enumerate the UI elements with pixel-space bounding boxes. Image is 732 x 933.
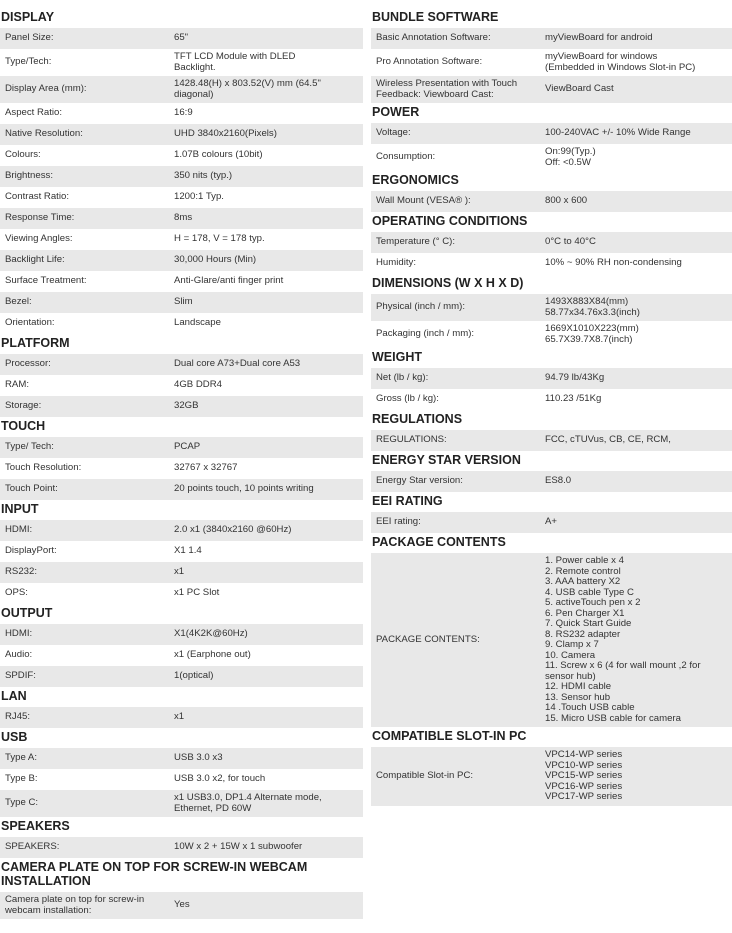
- spec-value: 4GB DDR4: [174, 379, 222, 391]
- spec-value: Anti-Glare/anti finger print: [174, 275, 284, 287]
- section-title: INPUT: [1, 502, 39, 516]
- spec-row: [371, 294, 732, 321]
- spec-label: Temperature (° C):: [376, 236, 456, 248]
- section-input: [0, 500, 363, 604]
- spec-row: [0, 707, 363, 728]
- spec-label: OPS:: [5, 587, 28, 599]
- spec-value: 1200:1 Typ.: [174, 191, 224, 203]
- spec-row: [0, 49, 363, 76]
- spec-label: Display Area (mm):: [5, 83, 87, 95]
- spec-label: Native Resolution:: [5, 128, 83, 140]
- section-title: POWER: [372, 105, 420, 119]
- spec-label: Touch Point:: [5, 483, 58, 495]
- spec-label: EEI rating:: [376, 516, 421, 528]
- section-title: TOUCH: [1, 419, 46, 433]
- section-bundle-software: [371, 8, 732, 103]
- section-title: CAMERA PLATE ON TOP FOR SCREW-IN WEBCAM INSTALLATION: [1, 860, 308, 888]
- section-lan: [0, 687, 363, 728]
- section-title: EEI RATING: [372, 494, 443, 508]
- spec-row: [0, 166, 363, 187]
- section-title: SPEAKERS: [1, 819, 70, 833]
- spec-row: [371, 747, 732, 806]
- spec-row: [0, 76, 363, 103]
- spec-label: Surface Treatment:: [5, 275, 87, 287]
- spec-label: Wall Mount (VESA® ):: [376, 195, 471, 207]
- spec-label: Type C:: [5, 797, 39, 809]
- spec-value: 94.79 lb/43Kg: [545, 372, 605, 384]
- spec-row: [0, 666, 363, 687]
- spec-label: HDMI:: [5, 524, 33, 536]
- section-title: USB: [1, 730, 28, 744]
- spec-value: x1: [174, 711, 185, 723]
- spec-label: PACKAGE CONTENTS:: [376, 633, 480, 645]
- spec-value: Slim: [174, 296, 193, 308]
- section-compatible-slot-in-pc: [371, 727, 732, 806]
- spec-row: [0, 145, 363, 166]
- spec-label: Humidity:: [376, 257, 416, 269]
- spec-label: SPEAKERS:: [5, 841, 60, 853]
- spec-row: [371, 389, 732, 410]
- spec-value: 32767 x 32767: [174, 462, 238, 474]
- spec-label: Audio:: [5, 649, 33, 661]
- spec-row: [371, 49, 732, 76]
- spec-value: On:99(Typ.) Off: <0.5W: [545, 146, 596, 168]
- spec-value: FCC, cTUVus, CB, CE, RCM,: [545, 434, 671, 446]
- spec-label: Processor:: [5, 358, 51, 370]
- section-display: [0, 8, 363, 334]
- spec-value: X1(4K2K@60Hz): [174, 628, 248, 640]
- section-title: LAN: [1, 689, 27, 703]
- spec-label: Consumption:: [376, 151, 436, 163]
- spec-value: 20 points touch, 10 points writing: [174, 483, 314, 495]
- spec-label: Type B:: [5, 773, 38, 785]
- spec-label: Physical (inch / mm):: [376, 301, 466, 313]
- spec-row: [371, 253, 732, 274]
- spec-row: [371, 76, 732, 103]
- spec-label: Type/Tech:: [5, 56, 52, 68]
- spec-row: [0, 28, 363, 49]
- section-title: ERGONOMICS: [372, 173, 459, 187]
- spec-row: [0, 458, 363, 479]
- spec-value: 10W x 2 + 15W x 1 subwoofer: [174, 841, 303, 853]
- spec-row: [0, 583, 363, 604]
- spec-label: Pro Annotation Software:: [376, 56, 483, 68]
- spec-row: [0, 250, 363, 271]
- spec-row: [0, 520, 363, 541]
- spec-value: 100-240VAC +/- 10% Wide Range: [545, 127, 691, 139]
- spec-value: 8ms: [174, 212, 193, 224]
- section-title: OUTPUT: [1, 606, 53, 620]
- spec-row: [0, 124, 363, 145]
- spec-row: [0, 437, 363, 458]
- section-eei-rating: [371, 492, 732, 533]
- section-output: [0, 604, 363, 687]
- section-camera-plate-on-top-for-screw-in-webcam-installation: [0, 858, 363, 919]
- spec-label: Basic Annotation Software:: [376, 32, 491, 44]
- spec-value: PCAP: [174, 441, 201, 453]
- spec-label: Packaging (inch / mm):: [376, 328, 475, 340]
- spec-row: [0, 354, 363, 375]
- section-dimensions-w-x-h-x-d: [371, 274, 732, 348]
- left-column: [0, 8, 363, 919]
- spec-label: SPDIF:: [5, 670, 36, 682]
- spec-row: [0, 292, 363, 313]
- section-regulations: [371, 410, 732, 451]
- spec-label: DisplayPort:: [5, 545, 57, 557]
- spec-label: Touch Resolution:: [5, 462, 82, 474]
- spec-row: [0, 375, 363, 396]
- spec-value: A+: [545, 516, 558, 528]
- section-title: OPERATING CONDITIONS: [372, 214, 528, 228]
- spec-value: 32GB: [174, 400, 199, 412]
- spec-label: Viewing Angles:: [5, 233, 73, 245]
- spec-value: 110.23 /51Kg: [545, 393, 602, 405]
- spec-value: H = 178, V = 178 typ.: [174, 233, 265, 245]
- spec-label: HDMI:: [5, 628, 33, 640]
- section-title: ENERGY STAR VERSION: [372, 453, 521, 467]
- spec-value: 800 x 600: [545, 195, 588, 207]
- spec-row: [371, 28, 732, 49]
- spec-row: [0, 790, 363, 817]
- spec-label: Backlight Life:: [5, 254, 65, 266]
- section-energy-star-version: [371, 451, 732, 492]
- spec-label: Brightness:: [5, 170, 53, 182]
- spec-value: USB 3.0 x2, for touch: [174, 773, 266, 785]
- spec-label: RS232:: [5, 566, 37, 578]
- spec-label: Colours:: [5, 149, 41, 161]
- spec-value: 10% ~ 90% RH non-condensing: [545, 257, 682, 269]
- spec-row: [0, 769, 363, 790]
- spec-row: [371, 321, 732, 348]
- spec-value: 1. Power cable x 4 2. Remote control 3. AAA battery X2 4. USB cable Type C 5. activeTouch pen x 2 6. Pen Charger X1 7. Quick Start Guide 8. RS232 adapter 9. Clamp x 7 10. Camera 11. Screw x 6 (4 for wall mount ,2 for sensor hub) 12. HDMI cable 13. Sensor hub 14 .Touch USB cable 15. Micro USB cable for camera: [545, 555, 701, 724]
- spec-label: Net (lb / kg):: [376, 372, 429, 384]
- section-title: BUNDLE SOFTWARE: [372, 10, 499, 24]
- spec-row: [0, 748, 363, 769]
- spec-label: Compatible Slot-in PC:: [376, 770, 474, 781]
- spec-value: 1493X883X84(mm) 58.77x34.76x3.3(inch): [545, 296, 640, 318]
- spec-label: Response Time:: [5, 212, 75, 224]
- spec-row: [0, 892, 363, 919]
- spec-value: TFT LCD Module with DLED Backlight.: [174, 51, 296, 73]
- spec-row: [0, 479, 363, 500]
- spec-row: [0, 645, 363, 666]
- spec-value: VPC14-WP series VPC10-WP series VPC15-WP series VPC16-WP series VPC17-WP series: [545, 749, 623, 802]
- spec-value: x1: [174, 566, 185, 578]
- spec-value: ViewBoard Cast: [545, 83, 614, 95]
- spec-value: x1 (Earphone out): [174, 649, 251, 661]
- spec-value: 1(optical): [174, 670, 214, 682]
- spec-label: REGULATIONS:: [376, 434, 447, 446]
- spec-value: 1669X1010X223(mm) 65.7X39.7X8.7(inch): [545, 323, 639, 345]
- spec-value: x1 PC Slot: [174, 587, 220, 599]
- section-touch: [0, 417, 363, 500]
- spec-row: [371, 553, 732, 727]
- section-title: PACKAGE CONTENTS: [372, 535, 506, 549]
- spec-value: 2.0 x1 (3840x2160 @60Hz): [174, 524, 292, 536]
- spec-label: Orientation:: [5, 317, 55, 329]
- spec-label: Type/ Tech:: [5, 441, 54, 453]
- section-ergonomics: [371, 171, 732, 212]
- spec-value: Landscape: [174, 317, 221, 329]
- spec-value: 1.07B colours (10bit): [174, 149, 263, 161]
- spec-label: Aspect Ratio:: [5, 107, 63, 119]
- spec-label: Panel Size:: [5, 32, 54, 44]
- section-title: REGULATIONS: [372, 412, 463, 426]
- spec-label: RAM:: [5, 379, 29, 391]
- spec-label: Gross (lb / kg):: [376, 393, 439, 405]
- spec-value: 30,000 Hours (Min): [174, 254, 257, 266]
- spec-value: 0°C to 40°C: [545, 236, 596, 248]
- section-title: DIMENSIONS (W X H X D): [372, 276, 524, 290]
- spec-label: Voltage:: [376, 127, 411, 139]
- section-weight: [371, 348, 732, 410]
- spec-label: Wireless Presentation with Touch Feedback: Viewboard Cast:: [376, 78, 518, 100]
- spec-row: [0, 229, 363, 250]
- spec-row: [0, 837, 363, 858]
- spec-row: [0, 624, 363, 645]
- spec-row: [0, 541, 363, 562]
- right-column: [371, 8, 732, 806]
- spec-value: UHD 3840x2160(Pixels): [174, 128, 277, 140]
- section-speakers: [0, 817, 363, 858]
- section-power: [371, 103, 732, 171]
- spec-label: Bezel:: [5, 296, 32, 308]
- spec-row: [0, 271, 363, 292]
- spec-label: Contrast Ratio:: [5, 191, 69, 203]
- spec-label: RJ45:: [5, 711, 31, 723]
- spec-row: [371, 430, 732, 451]
- spec-value: USB 3.0 x3: [174, 752, 223, 764]
- spec-value: 16:9: [174, 107, 193, 119]
- spec-row: [0, 313, 363, 334]
- spec-label: Storage:: [5, 400, 42, 412]
- spec-value: ES8.0: [545, 475, 572, 487]
- section-usb: [0, 728, 363, 817]
- section-title: WEIGHT: [372, 350, 422, 364]
- spec-value: x1 USB3.0, DP1.4 Alternate mode, Ethernet, PD 60W: [174, 792, 322, 814]
- spec-label: Energy Star version:: [376, 475, 463, 487]
- section-package-contents: [371, 533, 732, 727]
- spec-row: [0, 208, 363, 229]
- spec-label: Type A:: [5, 752, 37, 764]
- spec-value: myViewBoard for android: [545, 32, 653, 44]
- spec-row: [0, 187, 363, 208]
- spec-row: [0, 396, 363, 417]
- spec-row: [0, 562, 363, 583]
- spec-row: [371, 123, 732, 144]
- section-title: DISPLAY: [1, 10, 55, 24]
- spec-value: Dual core A73+Dual core A53: [174, 358, 301, 370]
- spec-row: [371, 512, 732, 533]
- spec-row: [371, 144, 732, 171]
- spec-value: X1 1.4: [174, 545, 202, 557]
- spec-value: Yes: [174, 899, 190, 911]
- spec-row: [0, 103, 363, 124]
- spec-value: 350 nits (typ.): [174, 170, 233, 182]
- spec-value: 1428.48(H) x 803.52(V) mm (64.5" diagonal): [174, 78, 321, 100]
- spec-row: [371, 232, 732, 253]
- spec-value: 65": [174, 32, 189, 44]
- section-title: PLATFORM: [1, 336, 70, 350]
- section-platform: [0, 334, 363, 417]
- spec-row: [371, 368, 732, 389]
- spec-value: myViewBoard for windows (Embedded in Windows Slot-in PC): [545, 51, 696, 73]
- section-operating-conditions: [371, 212, 732, 274]
- spec-label: Camera plate on top for screw-in webcam installation:: [5, 894, 145, 916]
- spec-row: [371, 191, 732, 212]
- section-title: COMPATIBLE SLOT-IN PC: [372, 729, 527, 743]
- spec-row: [371, 471, 732, 492]
